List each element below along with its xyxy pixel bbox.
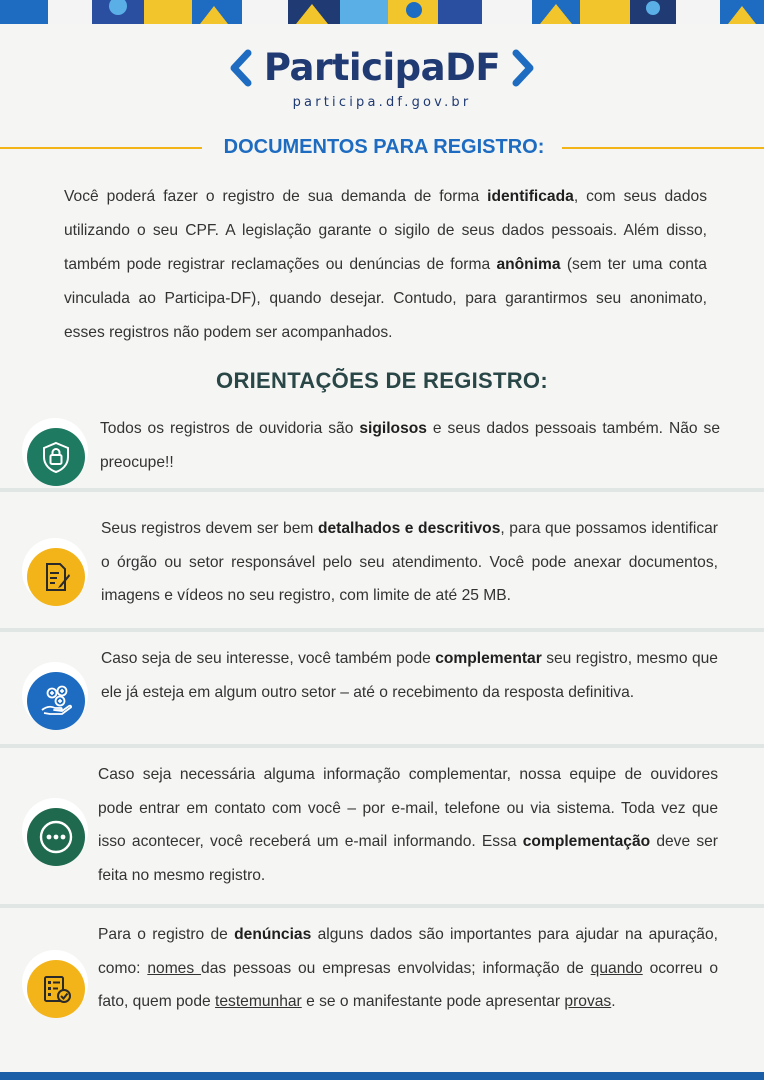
item-divider: [0, 488, 764, 492]
brand-header: [0, 46, 764, 110]
footer-band: [0, 1072, 764, 1080]
intro-text: , com seus dados utilizando o seu CPF. A legislação garante o sigilo de seus dados pessoais. Além disso, também pode registrar reclamações ou denúncias de forma: [64, 188, 707, 273]
document-pen-icon: [27, 548, 85, 606]
orientations-title: ORIENTAÇÕES DE REGISTRO:: [216, 368, 548, 393]
item-divider: [0, 904, 764, 908]
intro-text: (sem ter uma conta vinculada ao Participa-DF), quando desejar. Contudo, para garantirmos seu anonimato, esses registros não podem ser acompanhados.: [64, 256, 707, 341]
heading-rule-left: [0, 147, 202, 149]
site-url: participa.df.gov.br: [292, 94, 472, 110]
hand-plus-icon: [27, 672, 85, 730]
lock-shield-icon: [27, 428, 85, 486]
intro-bold: identificada: [487, 188, 574, 205]
intro-text: Você poderá fazer o registro de sua demanda de forma: [64, 188, 488, 205]
heading-rule-right: [562, 147, 764, 149]
chevron-left-icon: [228, 49, 254, 87]
orientation-text: Para o registro de denúncias alguns dados são importantes para ajudar na apuração, como: nomes das pessoas ou empresas envolvidas; informação de quando ocorreu o fato, quem pode testemunhar e se o manifestante pode apresentar provas.: [98, 926, 719, 1010]
item-divider: [0, 744, 764, 748]
orientation-text: Seus registros devem ser bem detalhados e descritivos, para que possamos identificar o órgão ou setor responsável pelo seu atendimento. Você pode anexar documentos, imagens e vídeos no seu registro, com limite de até 25 MB.: [101, 520, 718, 604]
intro-bold: anônima: [496, 256, 561, 273]
chat-dots-icon: [27, 808, 85, 866]
chevron-right-icon: [510, 49, 536, 87]
intro-paragraph: [64, 180, 707, 350]
orientation-text: Todos os registros de ouvidoria são sigilosos e seus dados pessoais também. Não se preocupe!!: [100, 420, 720, 471]
section-heading: [0, 136, 764, 159]
section-title: DOCUMENTOS PARA REGISTRO:: [223, 136, 545, 158]
checklist-icon: [27, 960, 85, 1018]
decorative-header-band: [0, 0, 764, 24]
brand-logo-text: ParticipaDF: [263, 46, 501, 89]
orientation-text: Caso seja necessária alguma informação complementar, nossa equipe de ouvidores pode entrar em contato com você – por e-mail, telefone ou via sistema. Toda vez que isso acontecer, você receberá um e-mail informando. Essa complementação deve ser feita no mesmo registro.: [98, 766, 718, 884]
item-divider: [0, 628, 764, 632]
orientation-text: Caso seja de seu interesse, você também pode complementar seu registro, mesmo que ele já esteja em algum outro setor – até o recebimento da resposta definitiva.: [101, 650, 718, 701]
